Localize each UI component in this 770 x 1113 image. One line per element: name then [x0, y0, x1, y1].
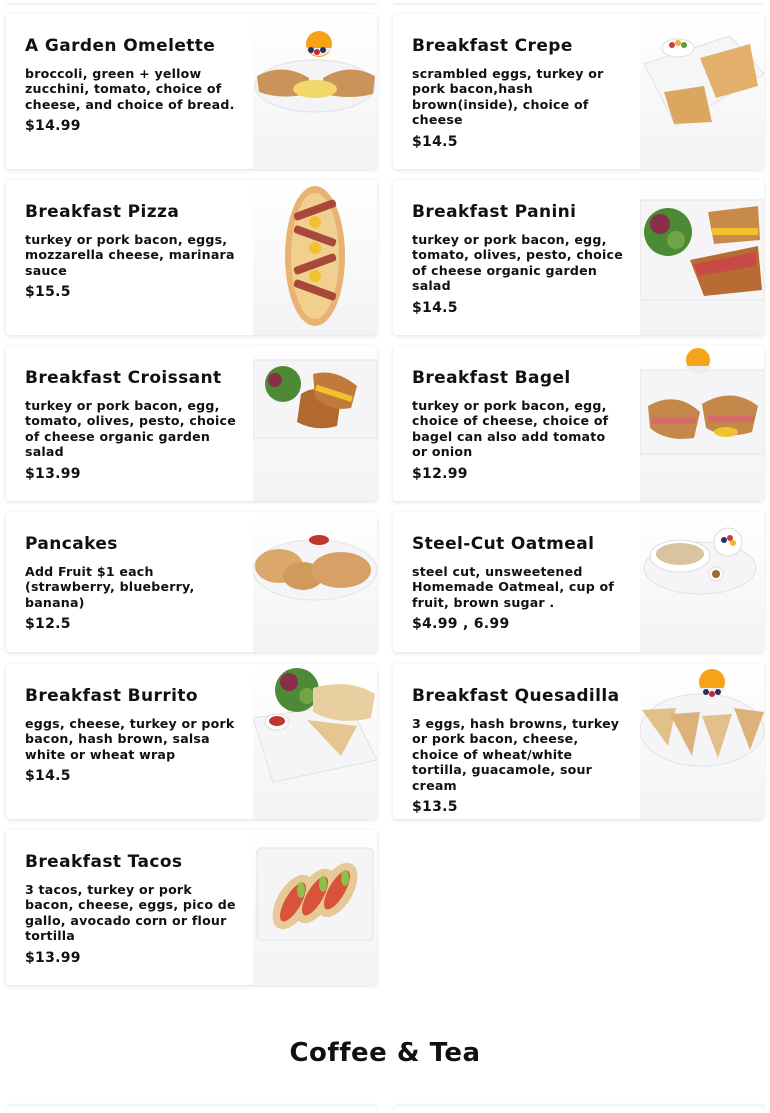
pancakes-photo — [253, 512, 377, 652]
next-card-edge-right — [393, 1106, 764, 1113]
menu-card[interactable] — [393, 14, 764, 169]
menu-card[interactable] — [393, 664, 764, 819]
menu-card-text — [412, 368, 624, 482]
menu-item-title: Breakfast Bagel — [412, 368, 571, 388]
previous-card-edge-left — [6, 0, 377, 3]
menu-item-description: turkey or pork bacon, egg, tomato, olives, pesto, choice of cheese organic garden salad — [412, 232, 623, 294]
menu-card-text — [25, 534, 237, 632]
menu-card-text — [25, 36, 237, 134]
menu-item-title: Breakfast Burrito — [25, 686, 198, 706]
menu-item-title: Pancakes — [25, 534, 118, 554]
menu-card-text — [25, 202, 237, 300]
menu-item-price: $14.5 — [25, 768, 71, 785]
menu-item-description: turkey or pork bacon, eggs, mozzarella cheese, marinara sauce — [25, 232, 235, 278]
menu-card-text — [412, 36, 624, 150]
menu-item-description: 3 tacos, turkey or pork bacon, cheese, eggs, pico de gallo, avocado corn or flour tortilla — [25, 882, 236, 944]
menu-item-description: scrambled eggs, turkey or pork bacon,hash brown(inside), choice of cheese — [412, 66, 604, 128]
menu-item-price: $13.99 — [25, 949, 81, 966]
menu-item-description: turkey or pork bacon, egg, choice of cheese, choice of bagel can also add tomato or onion — [412, 398, 609, 460]
panini-photo — [640, 180, 764, 335]
menu-card[interactable] — [6, 664, 377, 819]
menu-item-title: Steel-Cut Oatmeal — [412, 534, 595, 554]
menu-item-title: Breakfast Quesadilla — [412, 686, 620, 706]
oatmeal-photo — [640, 512, 764, 652]
next-card-edge-left — [6, 1106, 377, 1113]
menu-item-description: broccoli, green + yellow zucchini, tomato, choice of cheese, and choice of bread. — [25, 66, 235, 112]
menu-item-title: Breakfast Croissant — [25, 368, 222, 388]
tacos-photo — [253, 830, 377, 985]
menu-card-text — [25, 852, 237, 966]
menu-item-description: turkey or pork bacon, egg, tomato, olives, pesto, choice of cheese organic garden salad — [25, 398, 236, 460]
menu-item-price: $14.99 — [25, 118, 81, 135]
menu-item-price: $14.5 — [412, 299, 458, 316]
crepe-photo — [640, 14, 764, 169]
previous-card-edge-right — [393, 0, 764, 3]
menu-item-price: $15.5 — [25, 284, 71, 301]
menu-card[interactable] — [6, 180, 377, 335]
menu-card[interactable] — [6, 346, 377, 501]
menu-card[interactable] — [393, 180, 764, 335]
menu-card-text — [412, 686, 624, 815]
menu-item-description: eggs, cheese, turkey or pork bacon, hash brown, salsa white or wheat wrap — [25, 716, 235, 762]
menu-card-text — [412, 202, 624, 316]
menu-card[interactable] — [6, 830, 377, 985]
menu-item-price: $13.5 — [412, 799, 458, 816]
menu-item-title: Breakfast Panini — [412, 202, 577, 222]
menu-card-text — [25, 686, 237, 784]
pizza-photo — [253, 180, 377, 335]
bagel-photo — [640, 346, 764, 501]
menu-card[interactable] — [393, 346, 764, 501]
menu-item-price: $4.99 , 6.99 — [412, 616, 510, 633]
menu-item-description: Add Fruit $1 each (strawberry, blueberry, banana) — [25, 564, 195, 610]
croissant-photo — [253, 346, 377, 501]
omelette-photo — [253, 14, 377, 169]
section-title-coffee-tea: Coffee & Tea — [289, 1038, 481, 1068]
menu-item-description: steel cut, unsweetened Homemade Oatmeal, cup of fruit, brown sugar . — [412, 564, 615, 610]
menu-card-text — [25, 368, 237, 482]
menu-item-title: Breakfast Tacos — [25, 852, 183, 872]
menu-item-title: Breakfast Crepe — [412, 36, 573, 56]
menu-card[interactable] — [6, 512, 377, 652]
menu-item-price: $14.5 — [412, 133, 458, 150]
menu-item-title: Breakfast Pizza — [25, 202, 180, 222]
menu-item-description: 3 eggs, hash browns, turkey or pork bacon, cheese, choice of wheat/white tortilla, guacamole, sour cream — [412, 716, 620, 793]
menu-card-text — [412, 534, 624, 632]
burrito-photo — [253, 664, 377, 819]
menu-item-title: A Garden Omelette — [25, 36, 216, 56]
menu-item-price: $13.99 — [25, 465, 81, 482]
menu-card[interactable] — [393, 512, 764, 652]
quesadilla-photo — [640, 664, 764, 819]
menu-card[interactable] — [6, 14, 377, 169]
menu-item-price: $12.5 — [25, 616, 71, 633]
menu-item-price: $12.99 — [412, 465, 468, 482]
